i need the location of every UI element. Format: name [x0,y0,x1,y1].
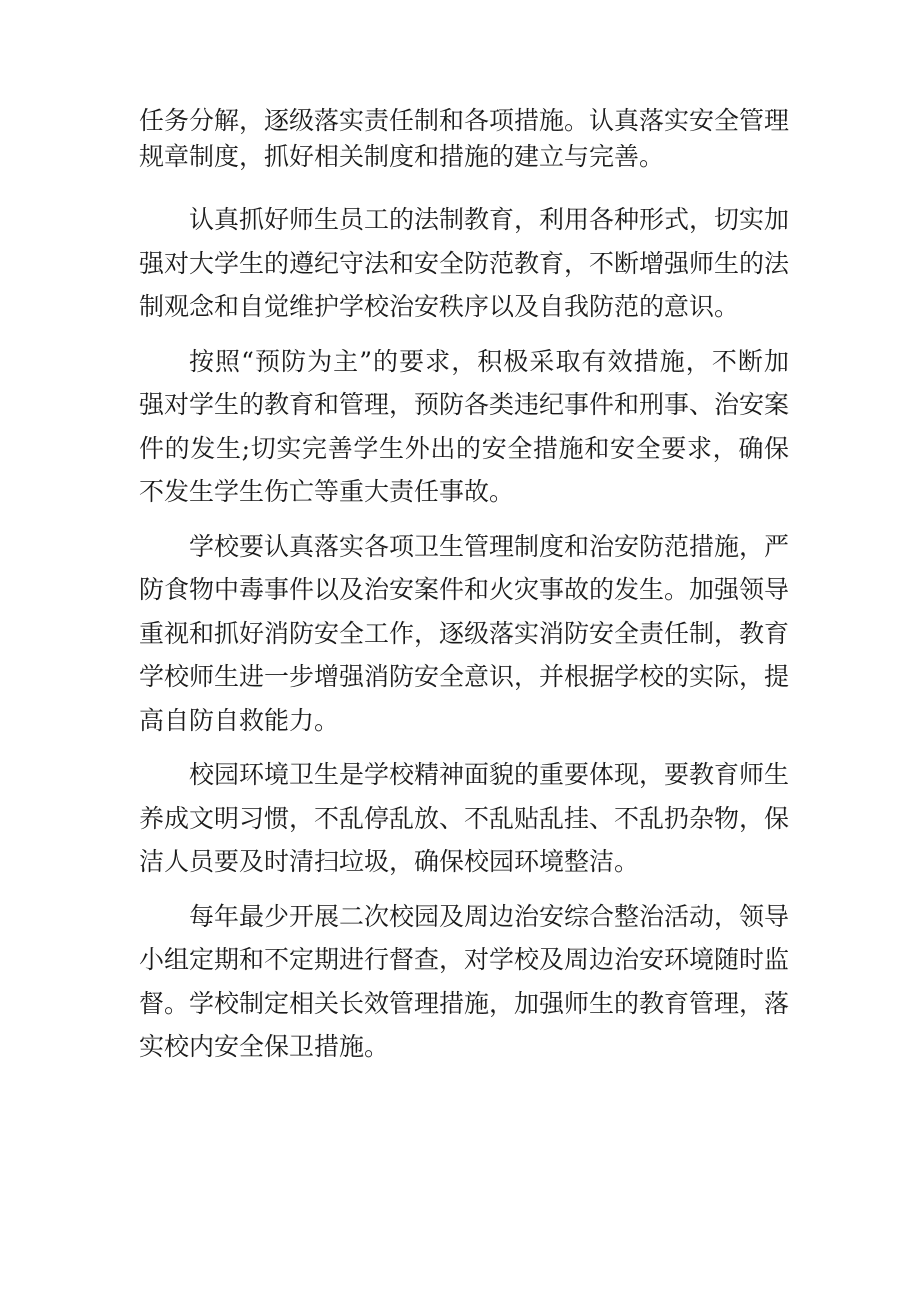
paragraph-security-rectification: 每年最少开展二次校园及周边治安综合整治活动，领导小组定期和不定期进行督查，对学校及周边治安环境随时监督。学校制定相关长效管理措施，加强师生的教育管理，落实校内安全保卫措施。 [139,901,790,1061]
paragraph-hygiene-fire-safety: 学校要认真落实各项卫生管理制度和治安防范措施，严防食物中毒事件以及治安案件和火灾事故的发生。加强领导重视和抓好消防安全工作，逐级落实消防安全责任制，教育学校师生进一步增强消防安全意识，并根据学校的实际，提高自防自救能力。 [139,531,790,735]
document-body [139,103,789,1080]
paragraph-legal-education: 认真抓好师生员工的法制教育，利用各种形式，切实加强对大学生的遵纪守法和安全防范教育，不断增强师生的法制观念和自觉维护学校治安秩序以及自我防范的意识。 [139,205,790,321]
paragraph-prevention: 按照“预防为主”的要求，积极采取有效措施，不断加强对学生的教育和管理，预防各类违纪事件和刑事、治安案件的发生;切实完善学生外出的安全措施和安全要求，确保不发生学生伤亡等重大责任事故。 [139,346,790,506]
paragraph-continuation: 任务分解，逐级落实责任制和各项措施。认真落实安全管理规章制度，抓好相关制度和措施的建立与完善。 [139,106,790,171]
paragraph-campus-environment: 校园环境卫生是学校精神面貌的重要体现，要教育师生养成文明习惯，不乱停乱放、不乱贴乱挂、不乱扔杂物，保洁人员要及时清扫垃圾，确保校园环境整洁。 [139,760,790,876]
